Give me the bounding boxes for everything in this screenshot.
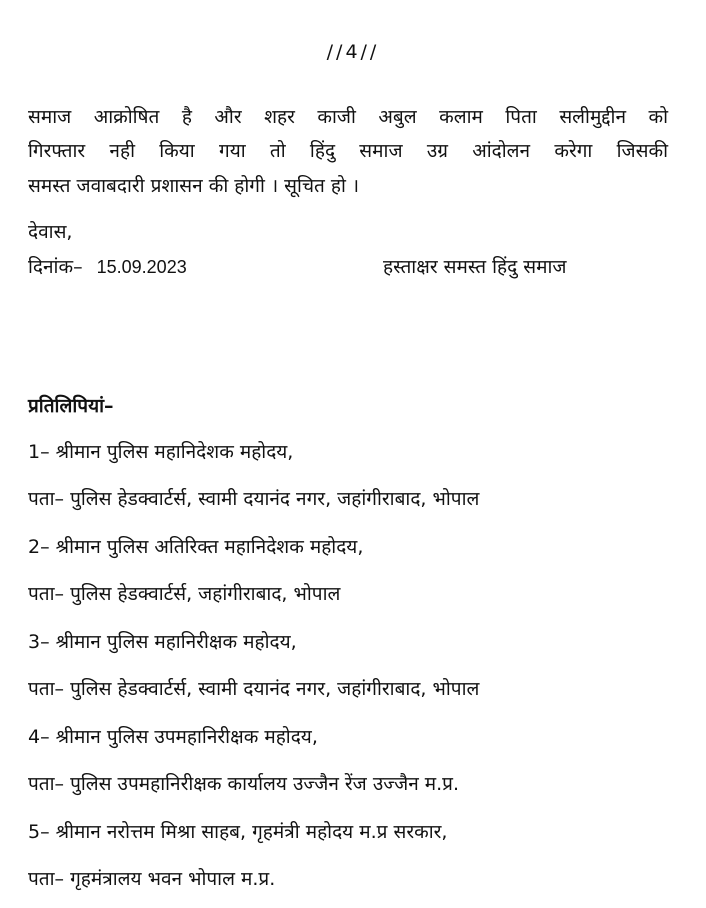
place-name: देवास, [28, 221, 73, 243]
copy-recipient-3: 3– श्रीमान पुलिस महानिरीक्षक महोदय, [28, 631, 297, 653]
body-line-3: समस्त जवाबदारी प्रशासन की होगी । सूचित हो । [28, 175, 360, 197]
copy-address-4: पता– पुलिस उपमहानिरीक्षक कार्यालय उज्जैन रेंज उज्जैन म.प्र. [28, 773, 460, 795]
copy-address-5: पता– गृहमंत्रालय भवन भोपाल म.प्र. [28, 868, 276, 890]
copy-address-2: पता– पुलिस हेडक्वार्टर्स, जहांगीराबाद, भोपाल [28, 583, 341, 605]
copy-recipient-1: 1– श्रीमान पुलिस महानिदेशक महोदय, [28, 441, 294, 463]
body-line-2: गिरफ्तार नही किया गया तो हिंदु समाज उग्र आंदोलन करेगा जिसकी [28, 140, 668, 162]
copy-address-1: पता– पुलिस हेडक्वार्टर्स, स्वामी दयानंद नगर, जहांगीराबाद, भोपाल [28, 488, 480, 510]
date-label: दिनांक– [28, 256, 83, 278]
signature: हस्ताक्षर समस्त हिंदु समाज [383, 256, 567, 278]
date-value: 15.09.2023 [96, 257, 187, 277]
page-number: //4// [326, 41, 380, 63]
copy-recipient-5: 5– श्रीमान नरोत्तम मिश्रा साहब, गृहमंत्री महोदय म.प्र सरकार, [28, 821, 448, 843]
copy-recipient-4: 4– श्रीमान पुलिस उपमहानिरीक्षक महोदय, [28, 726, 318, 748]
copies-heading: प्रतिलिपियां– [28, 395, 114, 417]
copy-address-3: पता– पुलिस हेडक्वार्टर्स, स्वामी दयानंद नगर, जहांगीराबाद, भोपाल [28, 678, 480, 700]
body-line-1: समाज आक्रोषित है और शहर काजी अबुल कलाम पिता सलीमुद्दीन को [28, 106, 668, 128]
date-line [28, 255, 187, 279]
copy-recipient-2: 2– श्रीमान पुलिस अतिरिक्त महानिदेशक महोदय, [28, 536, 364, 558]
